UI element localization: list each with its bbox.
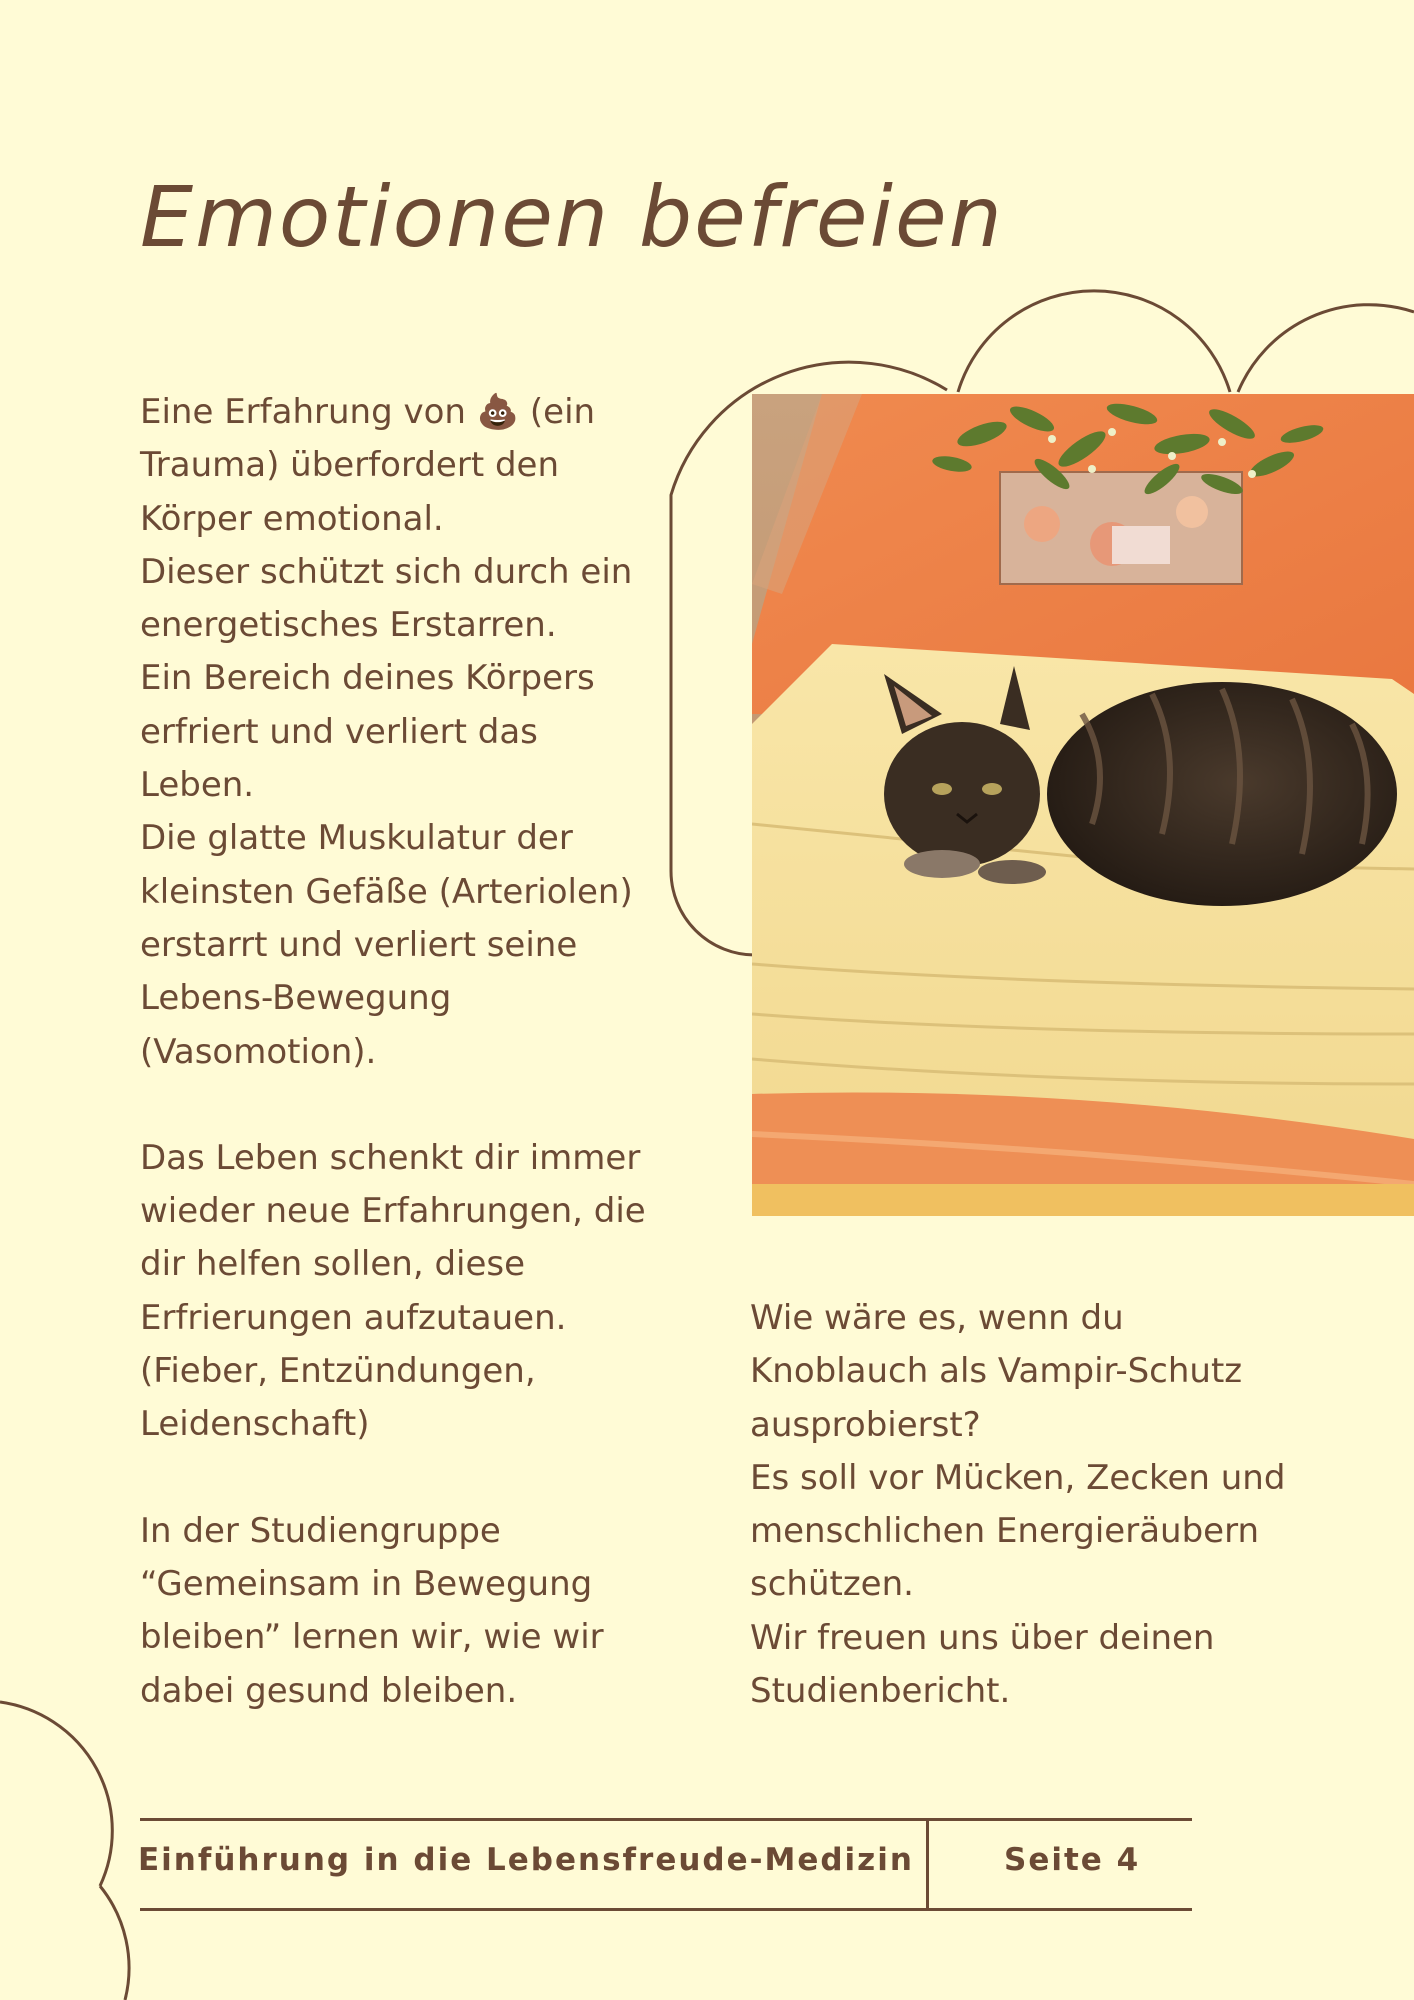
page-title: Emotionen befreien — [140, 168, 1004, 266]
left-text-column — [140, 386, 680, 1718]
arch-outline-right — [1238, 305, 1414, 392]
right-text-column — [750, 1292, 1330, 1718]
footer-divider — [926, 1818, 929, 1910]
bottom-left-scallop-lower — [100, 1886, 129, 2000]
footer-page-number: Seite 4 — [1004, 1842, 1141, 1878]
paragraph-study-group: In der Studiengruppe “Gemeinsam in Bewegung bleiben” lernen wir, wie wir dabei gesund bleiben. — [140, 1510, 604, 1711]
paragraph-garlic: Wie wäre es, wenn du Knoblauch als Vampir-Schutz ausprobierst? Es soll vor Mücken, Zecken und menschlichen Energieräubern schützen. Wir freuen uns über deinen Studienbericht. — [750, 1298, 1286, 1712]
paragraph-trauma — [140, 386, 680, 1079]
footer-bottom-rule — [140, 1908, 1192, 1911]
footer-book-title: Einführung in die Lebensfreude-Medizin — [138, 1842, 914, 1878]
bottom-left-scallop-upper — [0, 1702, 112, 1886]
footer-top-rule — [140, 1818, 1192, 1821]
poop-emoji-icon: 💩 — [476, 392, 520, 432]
paragraph-trauma-body: (ein Trauma) überfordert den Körper emotional. Dieser schützt sich durch ein energetisches Erstarren. Ein Bereich deines Körpers erfriert und verliert das Leben. Die glatte Muskulatur der kleinsten Gefäße (Arteriolen) erstarrt und verliert seine Lebens-Bewegung (Vasomotion). — [140, 392, 633, 1072]
cat-photo — [752, 394, 1414, 1216]
arch-outline-middle — [958, 291, 1230, 392]
paragraph-experiences: Das Leben schenkt dir immer wieder neue Erfahrungen, die dir helfen sollen, diese Erfrierungen aufzutauen. (Fieber, Entzündungen, Leidenschaft) — [140, 1137, 646, 1445]
paragraph-trauma-lead: Eine Erfahrung von — [140, 392, 477, 432]
